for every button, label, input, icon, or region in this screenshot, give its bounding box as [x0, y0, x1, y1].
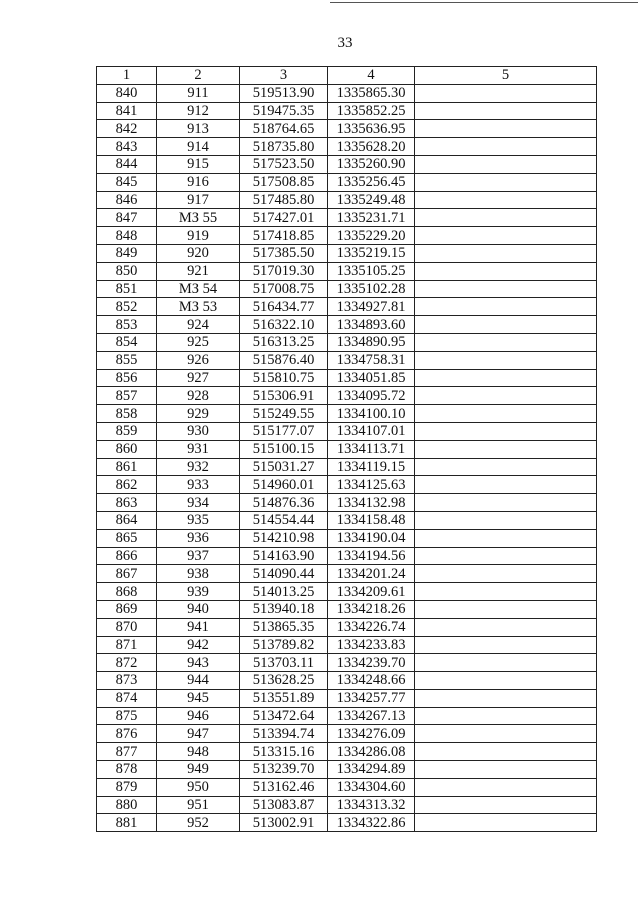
table-cell-col-1: 878 — [97, 761, 157, 779]
table-row — [97, 369, 597, 387]
table-cell-col-4: 1334257.77 — [328, 689, 415, 707]
table-cell-col-3: 513239.70 — [240, 761, 328, 779]
table-cell-col-1: 846 — [97, 191, 157, 209]
table-cell-col-4: 1335229.20 — [328, 227, 415, 245]
table-cell-col-2: 911 — [157, 84, 240, 102]
table-cell-col-5 — [415, 351, 597, 369]
table-cell-col-1: 843 — [97, 138, 157, 156]
table-cell-col-1: 874 — [97, 689, 157, 707]
table-cell-col-5 — [415, 547, 597, 565]
table-row — [97, 209, 597, 227]
table-cell-col-5 — [415, 583, 597, 601]
table-cell-col-1: 881 — [97, 814, 157, 832]
table-cell-col-2: 928 — [157, 387, 240, 405]
table-cell-col-5 — [415, 636, 597, 654]
table-cell-col-2: МЗ 55 — [157, 209, 240, 227]
table-cell-col-5 — [415, 672, 597, 690]
table-cell-col-4: 1334890.95 — [328, 333, 415, 351]
table-cell-col-2: 930 — [157, 422, 240, 440]
table-cell-col-4: 1334226.74 — [328, 618, 415, 636]
table-cell-col-1: 842 — [97, 120, 157, 138]
table-cell-col-1: 880 — [97, 796, 157, 814]
table-cell-col-3: 513315.16 — [240, 743, 328, 761]
table-cell-col-1: 863 — [97, 494, 157, 512]
table-cell-col-2: 940 — [157, 600, 240, 618]
coordinates-table — [96, 66, 597, 832]
table-cell-col-5 — [415, 476, 597, 494]
top-rule — [330, 2, 638, 3]
table-cell-col-4: 1334294.89 — [328, 761, 415, 779]
table-row — [97, 298, 597, 316]
table-cell-col-2: 931 — [157, 440, 240, 458]
table-cell-col-5 — [415, 405, 597, 423]
table-cell-col-3: 515306.91 — [240, 387, 328, 405]
table-row — [97, 636, 597, 654]
table-cell-col-3: 513551.89 — [240, 689, 328, 707]
table-row — [97, 440, 597, 458]
table-row — [97, 102, 597, 120]
table-cell-col-4: 1334276.09 — [328, 725, 415, 743]
table-cell-col-1: 879 — [97, 778, 157, 796]
table-cell-col-1: 864 — [97, 511, 157, 529]
table-cell-col-5 — [415, 155, 597, 173]
table-cell-col-3: 517508.85 — [240, 173, 328, 191]
table-cell-col-2: 934 — [157, 494, 240, 512]
table-cell-col-5 — [415, 369, 597, 387]
table-cell-col-2: 927 — [157, 369, 240, 387]
table-cell-col-3: 517418.85 — [240, 227, 328, 245]
table-cell-col-1: 856 — [97, 369, 157, 387]
table-row — [97, 672, 597, 690]
table-cell-col-1: 875 — [97, 707, 157, 725]
table-cell-col-3: 514163.90 — [240, 547, 328, 565]
table-cell-col-3: 516313.25 — [240, 333, 328, 351]
header-cell-4: 4 — [328, 67, 415, 85]
table-row — [97, 155, 597, 173]
table-cell-col-4: 1334218.26 — [328, 600, 415, 618]
table-cell-col-5 — [415, 725, 597, 743]
table-cell-col-4: 1334100.10 — [328, 405, 415, 423]
table-cell-col-3: 514090.44 — [240, 565, 328, 583]
table-cell-col-5 — [415, 654, 597, 672]
table-cell-col-2: 933 — [157, 476, 240, 494]
table-cell-col-5 — [415, 138, 597, 156]
table-cell-col-2: 926 — [157, 351, 240, 369]
table-row — [97, 316, 597, 334]
table-cell-col-4: 1334267.13 — [328, 707, 415, 725]
table-row — [97, 583, 597, 601]
table-cell-col-2: 952 — [157, 814, 240, 832]
table-cell-col-2: 948 — [157, 743, 240, 761]
table-cell-col-3: 514554.44 — [240, 511, 328, 529]
table-cell-col-2: 921 — [157, 262, 240, 280]
table-cell-col-4: 1335219.15 — [328, 244, 415, 262]
table-cell-col-1: 861 — [97, 458, 157, 476]
table-cell-col-4: 1335260.90 — [328, 155, 415, 173]
table-cell-col-4: 1335231.71 — [328, 209, 415, 227]
table-row — [97, 707, 597, 725]
table-cell-col-5 — [415, 102, 597, 120]
table-row — [97, 565, 597, 583]
table-cell-col-2: 945 — [157, 689, 240, 707]
table-cell-col-5 — [415, 689, 597, 707]
table-cell-col-3: 518764.65 — [240, 120, 328, 138]
table-cell-col-3: 517427.01 — [240, 209, 328, 227]
table-cell-col-3: 517008.75 — [240, 280, 328, 298]
table-row — [97, 422, 597, 440]
table-cell-col-5 — [415, 280, 597, 298]
table-cell-col-1: 867 — [97, 565, 157, 583]
table-cell-col-1: 840 — [97, 84, 157, 102]
table-cell-col-4: 1334132.98 — [328, 494, 415, 512]
table-cell-col-3: 517485.80 — [240, 191, 328, 209]
page-number: 33 — [337, 35, 353, 51]
table-cell-col-2: 950 — [157, 778, 240, 796]
table-cell-col-5 — [415, 227, 597, 245]
table-cell-col-5 — [415, 333, 597, 351]
table-cell-col-3: 513628.25 — [240, 672, 328, 690]
table-row — [97, 387, 597, 405]
table-cell-col-5 — [415, 796, 597, 814]
header-row — [97, 67, 597, 85]
table-cell-col-1: 870 — [97, 618, 157, 636]
table-row — [97, 600, 597, 618]
table-cell-col-1: 872 — [97, 654, 157, 672]
table-cell-col-1: 860 — [97, 440, 157, 458]
table-cell-col-2: 937 — [157, 547, 240, 565]
table-cell-col-2: 935 — [157, 511, 240, 529]
table-cell-col-2: 925 — [157, 333, 240, 351]
table-cell-col-3: 513002.91 — [240, 814, 328, 832]
table-cell-col-4: 1335636.95 — [328, 120, 415, 138]
table-cell-col-5 — [415, 440, 597, 458]
table-cell-col-3: 513162.46 — [240, 778, 328, 796]
table-cell-col-1: 869 — [97, 600, 157, 618]
table-row — [97, 547, 597, 565]
table-row — [97, 458, 597, 476]
table-cell-col-5 — [415, 565, 597, 583]
table-cell-col-5 — [415, 173, 597, 191]
table-cell-col-1: 852 — [97, 298, 157, 316]
header-cell-3: 3 — [240, 67, 328, 85]
table-cell-col-4: 1334209.61 — [328, 583, 415, 601]
table-cell-col-4: 1334051.85 — [328, 369, 415, 387]
table-cell-col-5 — [415, 422, 597, 440]
table-cell-col-3: 517385.50 — [240, 244, 328, 262]
table-cell-col-2: 942 — [157, 636, 240, 654]
table-cell-col-5 — [415, 761, 597, 779]
table-cell-col-3: 513083.87 — [240, 796, 328, 814]
table-cell-col-4: 1334190.04 — [328, 529, 415, 547]
table-row — [97, 138, 597, 156]
table-cell-col-5 — [415, 511, 597, 529]
table-cell-col-3: 515810.75 — [240, 369, 328, 387]
table-cell-col-2: 919 — [157, 227, 240, 245]
table-cell-col-3: 515876.40 — [240, 351, 328, 369]
header-cell-5: 5 — [415, 67, 597, 85]
table-cell-col-3: 513940.18 — [240, 600, 328, 618]
table-cell-col-2: 944 — [157, 672, 240, 690]
table-cell-col-3: 516434.77 — [240, 298, 328, 316]
table-cell-col-4: 1334125.63 — [328, 476, 415, 494]
table-cell-col-1: 854 — [97, 333, 157, 351]
table-cell-col-4: 1335865.30 — [328, 84, 415, 102]
table-cell-col-3: 513394.74 — [240, 725, 328, 743]
table-cell-col-5 — [415, 600, 597, 618]
table-cell-col-3: 513865.35 — [240, 618, 328, 636]
table-row — [97, 227, 597, 245]
table-cell-col-2: МЗ 54 — [157, 280, 240, 298]
table-cell-col-1: 844 — [97, 155, 157, 173]
table-cell-col-4: 1334893.60 — [328, 316, 415, 334]
table-cell-col-3: 515031.27 — [240, 458, 328, 476]
table-cell-col-2: 912 — [157, 102, 240, 120]
table-cell-col-2: 947 — [157, 725, 240, 743]
table-cell-col-2: 943 — [157, 654, 240, 672]
table-cell-col-5 — [415, 244, 597, 262]
table-cell-col-5 — [415, 494, 597, 512]
table-row — [97, 476, 597, 494]
table-cell-col-1: 853 — [97, 316, 157, 334]
table-cell-col-1: 873 — [97, 672, 157, 690]
table-cell-col-3: 513472.64 — [240, 707, 328, 725]
table-cell-col-2: 924 — [157, 316, 240, 334]
table-cell-col-2: 920 — [157, 244, 240, 262]
table-row — [97, 173, 597, 191]
table-cell-col-2: 939 — [157, 583, 240, 601]
table-cell-col-1: 859 — [97, 422, 157, 440]
table-cell-col-4: 1334095.72 — [328, 387, 415, 405]
table-cell-col-3: 513703.11 — [240, 654, 328, 672]
table-cell-col-1: 865 — [97, 529, 157, 547]
table-cell-col-5 — [415, 262, 597, 280]
table-cell-col-4: 1334248.66 — [328, 672, 415, 690]
table-cell-col-4: 1334304.60 — [328, 778, 415, 796]
table-cell-col-4: 1334927.81 — [328, 298, 415, 316]
table-cell-col-3: 516322.10 — [240, 316, 328, 334]
table-row — [97, 761, 597, 779]
table-cell-col-2: 951 — [157, 796, 240, 814]
table-cell-col-4: 1335249.48 — [328, 191, 415, 209]
table-cell-col-4: 1334113.71 — [328, 440, 415, 458]
table-cell-col-1: 851 — [97, 280, 157, 298]
header-cell-2: 2 — [157, 67, 240, 85]
table-cell-col-5 — [415, 191, 597, 209]
table-cell-col-3: 514210.98 — [240, 529, 328, 547]
table-cell-col-5 — [415, 778, 597, 796]
table-cell-col-3: 514960.01 — [240, 476, 328, 494]
table-cell-col-4: 1335852.25 — [328, 102, 415, 120]
table-row — [97, 494, 597, 512]
table-cell-col-2: 917 — [157, 191, 240, 209]
table-cell-col-1: 855 — [97, 351, 157, 369]
table-cell-col-3: 518735.80 — [240, 138, 328, 156]
table-cell-col-2: МЗ 53 — [157, 298, 240, 316]
table-row — [97, 191, 597, 209]
table-row — [97, 333, 597, 351]
table-cell-col-3: 517019.30 — [240, 262, 328, 280]
table-cell-col-1: 850 — [97, 262, 157, 280]
table-cell-col-5 — [415, 458, 597, 476]
table-cell-col-2: 936 — [157, 529, 240, 547]
table-cell-col-4: 1335628.20 — [328, 138, 415, 156]
table-body — [97, 84, 597, 831]
table-cell-col-2: 938 — [157, 565, 240, 583]
table-cell-col-3: 514013.25 — [240, 583, 328, 601]
table-cell-col-4: 1334239.70 — [328, 654, 415, 672]
table-row — [97, 244, 597, 262]
header-cell-1: 1 — [97, 67, 157, 85]
table-cell-col-1: 857 — [97, 387, 157, 405]
table-cell-col-1: 876 — [97, 725, 157, 743]
table-cell-col-5 — [415, 618, 597, 636]
table-row — [97, 689, 597, 707]
table-cell-col-5 — [415, 387, 597, 405]
table-cell-col-4: 1335256.45 — [328, 173, 415, 191]
table-cell-col-2: 946 — [157, 707, 240, 725]
table-cell-col-3: 517523.50 — [240, 155, 328, 173]
table-cell-col-3: 519513.90 — [240, 84, 328, 102]
table-cell-col-4: 1335102.28 — [328, 280, 415, 298]
table-cell-col-3: 515249.55 — [240, 405, 328, 423]
table-cell-col-2: 916 — [157, 173, 240, 191]
table-cell-col-1: 862 — [97, 476, 157, 494]
table-cell-col-2: 914 — [157, 138, 240, 156]
table-cell-col-1: 849 — [97, 244, 157, 262]
table-cell-col-5 — [415, 707, 597, 725]
table-row — [97, 120, 597, 138]
table-cell-col-1: 841 — [97, 102, 157, 120]
table-cell-col-3: 514876.36 — [240, 494, 328, 512]
table-cell-col-3: 515177.07 — [240, 422, 328, 440]
table-row — [97, 262, 597, 280]
table-cell-col-2: 929 — [157, 405, 240, 423]
table-row — [97, 743, 597, 761]
table-cell-col-5 — [415, 84, 597, 102]
table-row — [97, 405, 597, 423]
table-cell-col-4: 1334758.31 — [328, 351, 415, 369]
table-cell-col-4: 1334233.83 — [328, 636, 415, 654]
table-cell-col-4: 1334158.48 — [328, 511, 415, 529]
table-cell-col-5 — [415, 814, 597, 832]
table-cell-col-1: 866 — [97, 547, 157, 565]
table-cell-col-1: 848 — [97, 227, 157, 245]
table-row — [97, 814, 597, 832]
table-row — [97, 778, 597, 796]
table-cell-col-5 — [415, 316, 597, 334]
table-row — [97, 529, 597, 547]
table-row — [97, 280, 597, 298]
table-cell-col-4: 1334322.86 — [328, 814, 415, 832]
table-header — [97, 67, 597, 85]
table-cell-col-1: 868 — [97, 583, 157, 601]
table-cell-col-2: 932 — [157, 458, 240, 476]
table-cell-col-1: 871 — [97, 636, 157, 654]
table-cell-col-5 — [415, 209, 597, 227]
table-cell-col-4: 1334286.08 — [328, 743, 415, 761]
table-row — [97, 351, 597, 369]
table-cell-col-4: 1334201.24 — [328, 565, 415, 583]
table-row — [97, 618, 597, 636]
table-cell-col-4: 1334194.56 — [328, 547, 415, 565]
table-row — [97, 511, 597, 529]
table-row — [97, 84, 597, 102]
table-cell-col-4: 1334119.15 — [328, 458, 415, 476]
table-cell-col-1: 877 — [97, 743, 157, 761]
table-row — [97, 725, 597, 743]
table-row — [97, 654, 597, 672]
table-cell-col-2: 949 — [157, 761, 240, 779]
table-cell-col-2: 915 — [157, 155, 240, 173]
table-cell-col-2: 913 — [157, 120, 240, 138]
table-cell-col-4: 1335105.25 — [328, 262, 415, 280]
table-cell-col-3: 519475.35 — [240, 102, 328, 120]
table-row — [97, 796, 597, 814]
table-cell-col-1: 847 — [97, 209, 157, 227]
table-cell-col-3: 515100.15 — [240, 440, 328, 458]
table-cell-col-3: 513789.82 — [240, 636, 328, 654]
table-cell-col-5 — [415, 743, 597, 761]
table-cell-col-2: 941 — [157, 618, 240, 636]
table-cell-col-5 — [415, 529, 597, 547]
table-cell-col-5 — [415, 298, 597, 316]
table-cell-col-4: 1334313.32 — [328, 796, 415, 814]
table-cell-col-1: 845 — [97, 173, 157, 191]
table-cell-col-5 — [415, 120, 597, 138]
table-cell-col-1: 858 — [97, 405, 157, 423]
table-cell-col-4: 1334107.01 — [328, 422, 415, 440]
